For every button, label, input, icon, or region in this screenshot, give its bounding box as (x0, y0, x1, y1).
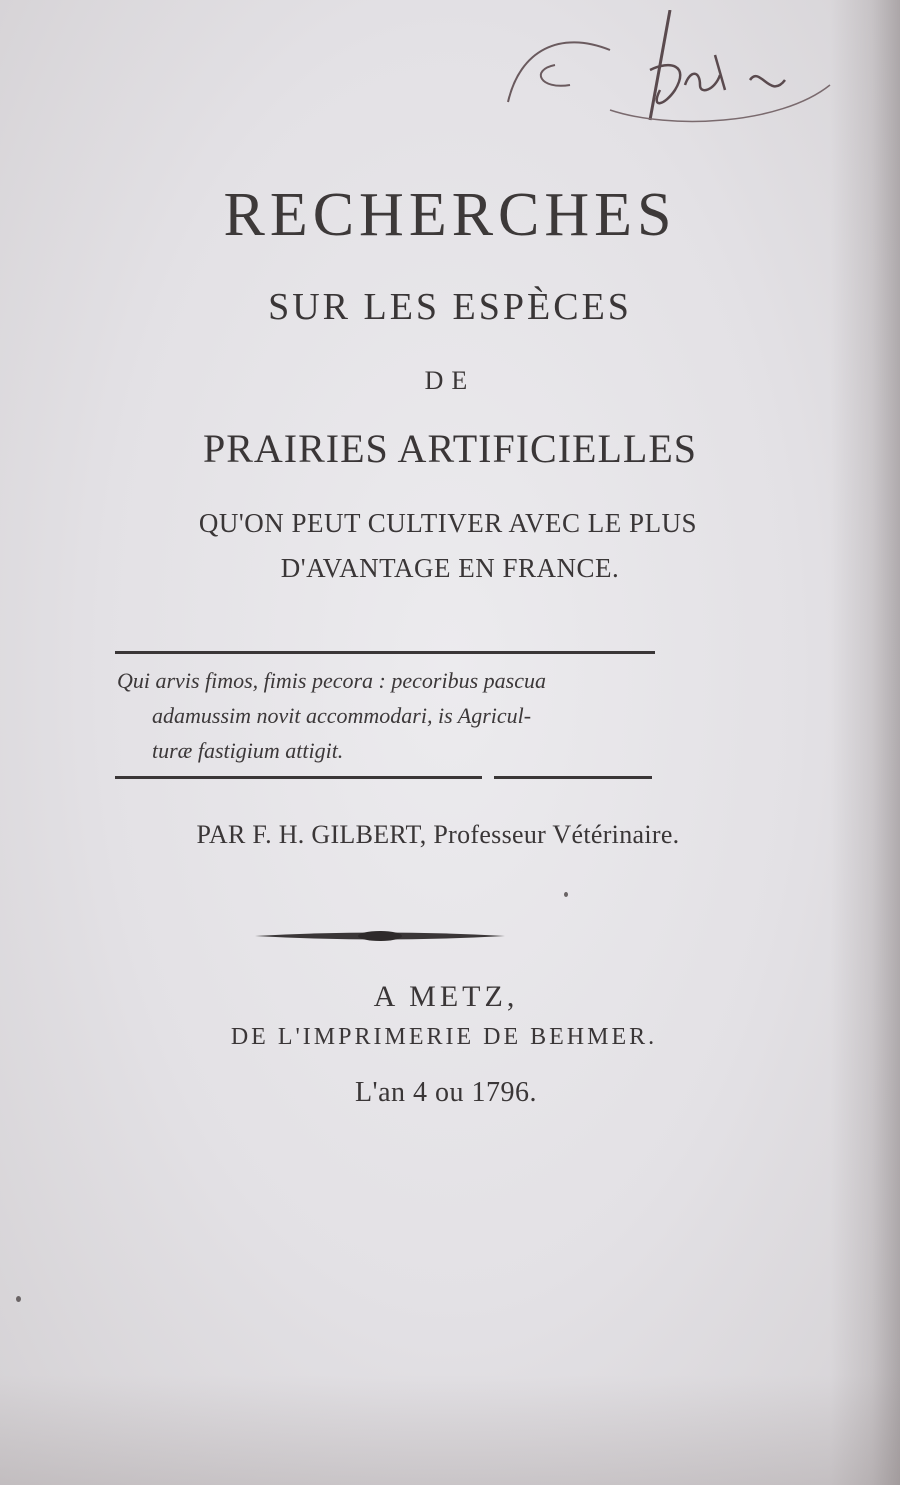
book-title: RECHERCHES (223, 181, 677, 249)
page-bottom-shadow (0, 1375, 900, 1485)
subtitle-line-5: D'AVANTAGE EN FRANCE. (280, 553, 620, 583)
handwritten-signature (500, 10, 860, 140)
divider-top (115, 651, 655, 654)
motto-line-3: turæ fastigium attigit. (152, 738, 344, 763)
divider-bottom-left (115, 776, 482, 779)
motto-line-2: adamussim novit accommodari, is Agricul- (152, 703, 532, 728)
divider-bottom-right (494, 776, 652, 779)
motto-line-1: Qui arvis fimos, fimis pecora : pecoribus pascua (117, 668, 546, 693)
subtitle-line-2: DE (424, 366, 476, 395)
subtitle-line-1: SUR LES ESPÈCES (268, 286, 632, 328)
imprint-year: L'an 4 ou 1796. (354, 1077, 538, 1108)
author-line: PAR F. H. GILBERT, Professeur Vétérinaire. (196, 820, 680, 849)
paper-speck (16, 1296, 21, 1302)
paper-speck (564, 892, 568, 897)
ornamental-rule (255, 928, 505, 944)
subtitle-line-4: QU'ON PEUT CULTIVER AVEC LE PLUS (198, 508, 698, 538)
imprint-printer: DE L'IMPRIMERIE DE BEHMER. (230, 1024, 658, 1050)
imprint-city: A METZ, (373, 980, 519, 1013)
subtitle-line-3: PRAIRIES ARTIFICIELLES (202, 426, 698, 471)
